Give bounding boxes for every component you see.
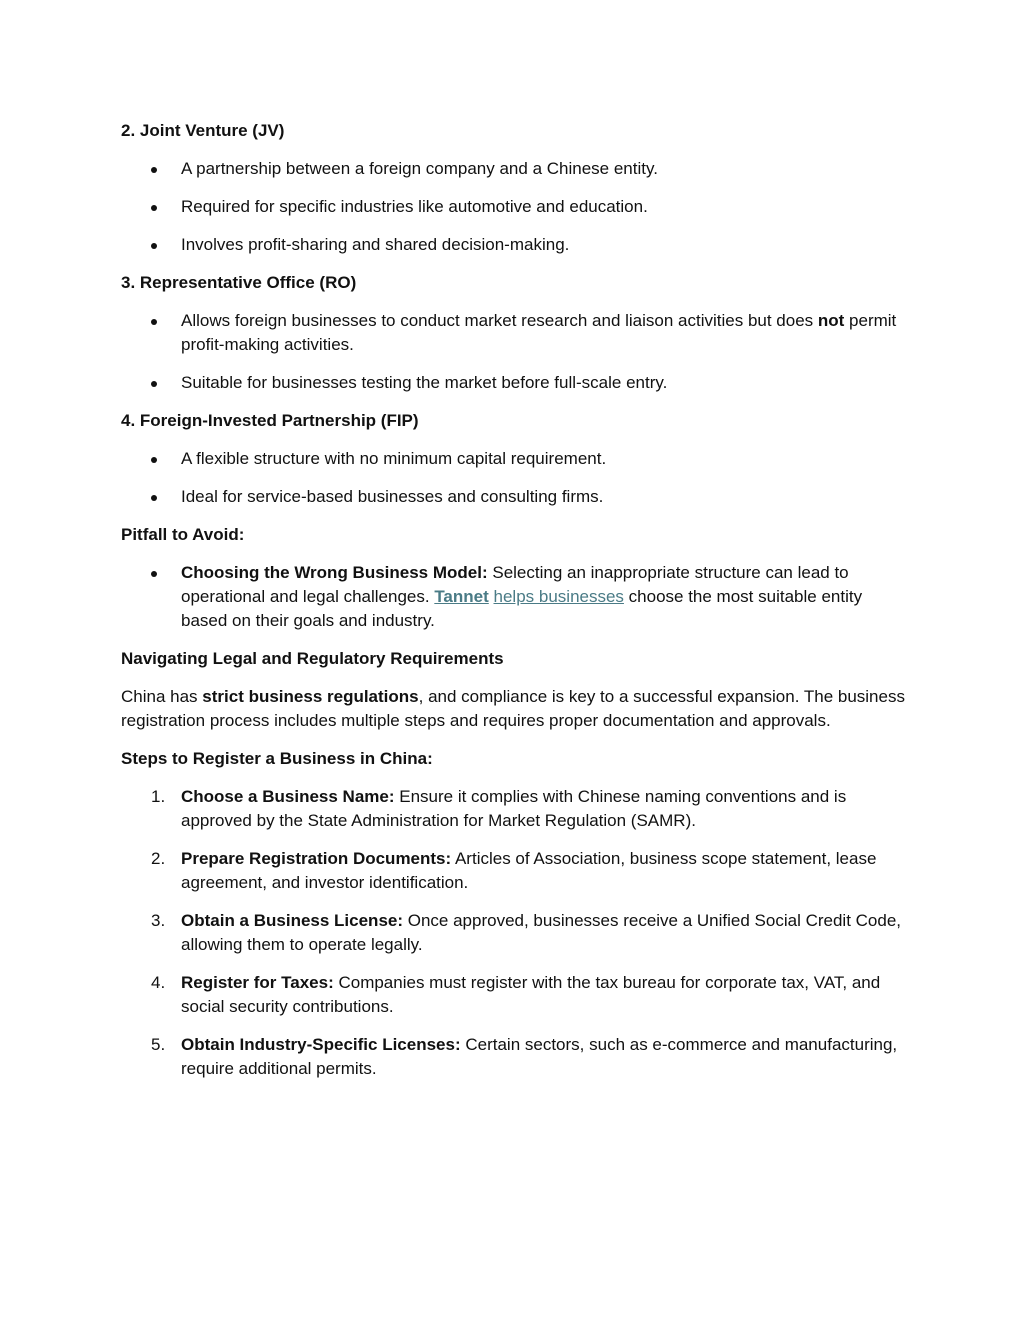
step-number: 3. bbox=[151, 911, 166, 930]
pitfall-bullet-list bbox=[121, 561, 906, 633]
step-number: 4. bbox=[151, 973, 166, 992]
tannet-link[interactable]: Tannet bbox=[434, 587, 489, 606]
step-title: Choose a Business Name: bbox=[181, 787, 395, 806]
step-number: 1. bbox=[151, 787, 166, 806]
list-item-title: Choosing the Wrong Business Model: bbox=[181, 563, 488, 582]
list-item-text: Involves profit-sharing and shared decision-making. bbox=[181, 235, 570, 254]
bullet-icon bbox=[151, 205, 157, 211]
step-title: Obtain Industry-Specific Licenses: bbox=[181, 1035, 461, 1054]
list-item bbox=[121, 371, 906, 395]
section-heading-steps: Steps to Register a Business in China: bbox=[121, 749, 433, 768]
list-item-text-end: choose the most suitable entity based on their goals and industry. bbox=[181, 587, 863, 630]
helps-businesses-link[interactable]: helps businesses bbox=[493, 587, 624, 606]
list-item-text-post: permit profit-making activities. bbox=[181, 311, 897, 354]
section-heading-ro: 3. Representative Office (RO) bbox=[121, 273, 357, 292]
section-heading-fip: 4. Foreign-Invested Partnership (FIP) bbox=[121, 411, 419, 430]
list-item-text: Suitable for businesses testing the market before full-scale entry. bbox=[181, 373, 668, 392]
list-item-text: A flexible structure with no minimum capital requirement. bbox=[181, 449, 607, 468]
step-item bbox=[121, 847, 906, 895]
bullet-icon bbox=[151, 381, 157, 387]
ro-bullet-list bbox=[121, 309, 906, 395]
step-item bbox=[121, 1033, 906, 1081]
document-body bbox=[121, 119, 906, 1095]
step-item bbox=[121, 909, 906, 957]
section-heading-jv: 2. Joint Venture (JV) bbox=[121, 121, 285, 140]
step-item bbox=[121, 971, 906, 1019]
step-text: Companies must register with the tax bureau for corporate tax, VAT, and social security contributions. bbox=[181, 973, 881, 1016]
bullet-icon bbox=[151, 495, 157, 501]
step-title: Register for Taxes: bbox=[181, 973, 334, 992]
list-item-text: A partnership between a foreign company and a Chinese entity. bbox=[181, 159, 658, 178]
paragraph-emphasis: strict business regulations bbox=[202, 687, 419, 706]
steps-list bbox=[121, 785, 906, 1081]
paragraph-text-post: , and compliance is key to a successful expansion. The business registration process includes multiple steps and requires proper documentation and approvals. bbox=[121, 687, 905, 730]
list-item-emphasis: not bbox=[817, 311, 845, 330]
list-item bbox=[121, 157, 906, 181]
step-item bbox=[121, 785, 906, 833]
list-item bbox=[121, 561, 906, 633]
legal-paragraph bbox=[121, 685, 906, 733]
bullet-icon bbox=[151, 167, 157, 173]
step-text: Once approved, businesses receive a Unified Social Credit Code, allowing them to operate legally. bbox=[181, 911, 902, 954]
list-item-text: Ideal for service-based businesses and consulting firms. bbox=[181, 487, 604, 506]
step-title: Obtain a Business License: bbox=[181, 911, 404, 930]
list-item bbox=[121, 309, 906, 357]
fip-bullet-list bbox=[121, 447, 906, 509]
list-item bbox=[121, 485, 906, 509]
list-item-text: Selecting an inappropriate structure can lead to operational and legal challenges. bbox=[181, 563, 849, 606]
list-item-text: Required for specific industries like automotive and education. bbox=[181, 197, 648, 216]
step-text: Articles of Association, business scope statement, lease agreement, and investor identification. bbox=[181, 849, 877, 892]
list-item bbox=[121, 447, 906, 471]
step-number: 2. bbox=[151, 849, 166, 868]
list-item-text-pre: Allows foreign businesses to conduct market research and liaison activities but does bbox=[181, 311, 818, 330]
list-item bbox=[121, 233, 906, 257]
step-number: 5. bbox=[151, 1035, 166, 1054]
section-heading-legal: Navigating Legal and Regulatory Requirements bbox=[121, 649, 504, 668]
jv-bullet-list bbox=[121, 157, 906, 257]
bullet-icon bbox=[151, 319, 157, 325]
step-text: Ensure it complies with Chinese naming conventions and is approved by the State Administration for Market Regulation (SAMR). bbox=[181, 787, 847, 830]
paragraph-text-pre: China has bbox=[121, 687, 203, 706]
step-text: Certain sectors, such as e-commerce and manufacturing, require additional permits. bbox=[181, 1035, 898, 1078]
section-heading-pitfall: Pitfall to Avoid: bbox=[121, 525, 245, 544]
bullet-icon bbox=[151, 243, 157, 249]
bullet-icon bbox=[151, 571, 157, 577]
step-title: Prepare Registration Documents: bbox=[181, 849, 452, 868]
list-item bbox=[121, 195, 906, 219]
bullet-icon bbox=[151, 457, 157, 463]
